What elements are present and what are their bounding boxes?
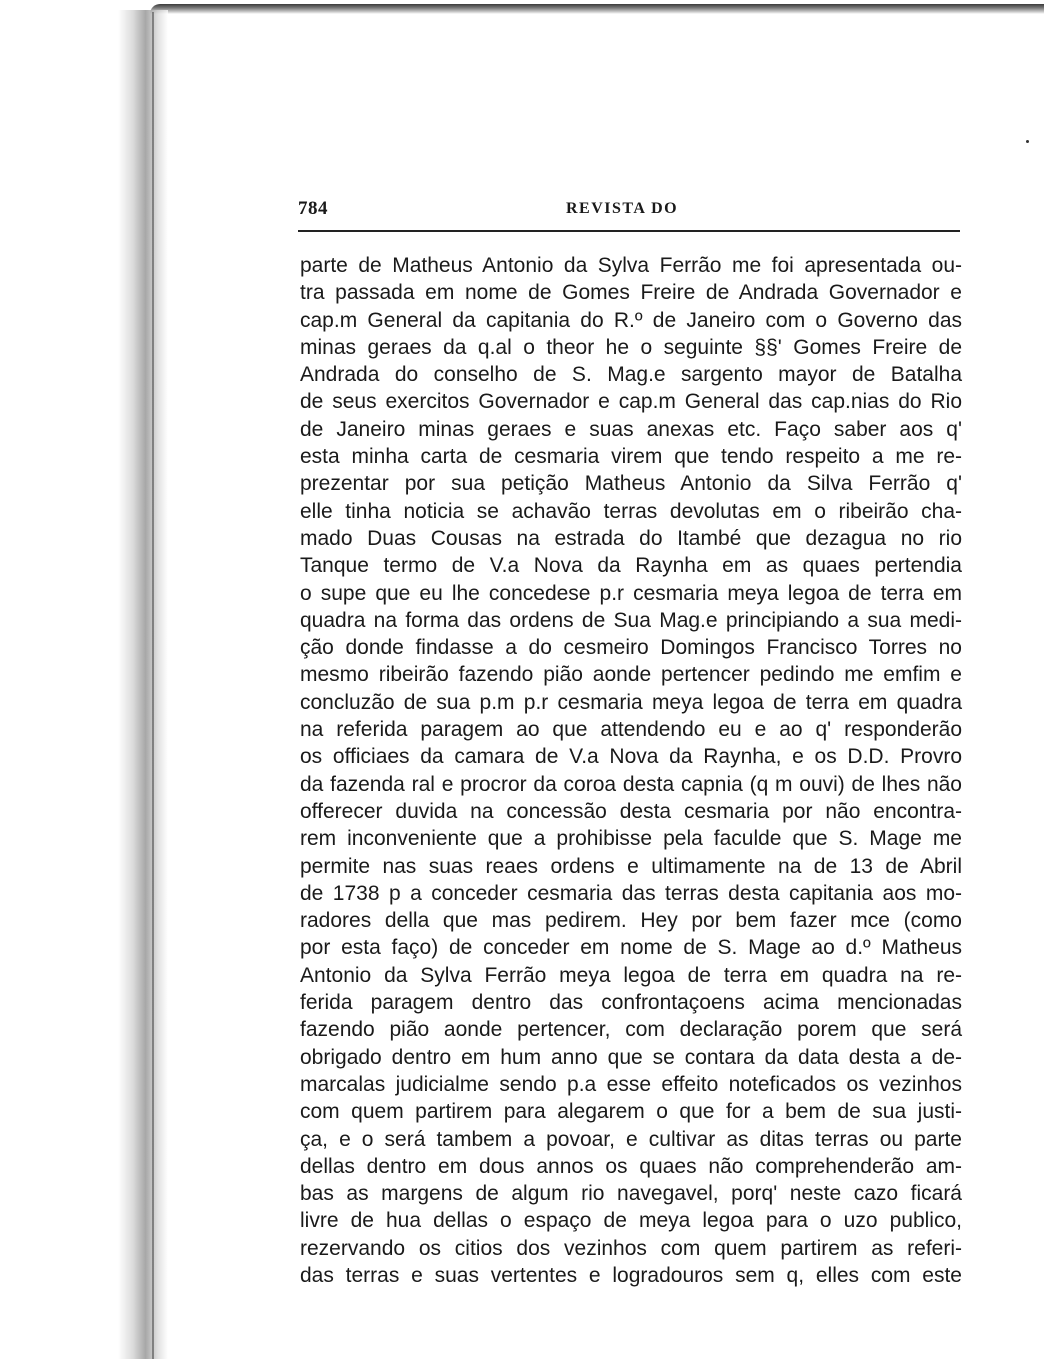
text-line: mesmo ribeirão fazendo pião aonde pertencer pedindo me emfim e	[300, 663, 962, 687]
text-line: radores della que mas pedirem. Hey por bem fazer mce (como	[300, 909, 962, 933]
text-line: tra passada em nome de Gomes Freire de Andrada Governador e	[300, 281, 962, 305]
text-line: ça, e o será tambem a povoar, e cultivar as ditas terras ou parte	[300, 1127, 962, 1151]
text-line: rem inconveniente que a prohibisse pela faculde que S. Mage me	[300, 827, 962, 851]
text-line: com quem partirem para alegarem o que for a bem de sua justi-	[300, 1100, 962, 1124]
text-line: bas as margens de algum rio navegavel, porq' neste cazo ficará	[300, 1182, 962, 1206]
text-line: marcalas judicialme sendo p.a esse effeito noteficados os vezinhos	[300, 1072, 962, 1096]
text-line: ção donde findasse a do cesmeiro Domingos Francisco Torres no	[300, 636, 962, 660]
text-line: esta minha carta de cesmaria virem que tendo respeito a me re-	[300, 445, 962, 469]
text-line: elle tinha noticia se achavão terras devolutas em o ribeirão cha-	[300, 499, 962, 523]
text-line: rezervando os citios dos vezinhos com quem partirem as referi-	[300, 1236, 962, 1260]
text-line: de seus exercitos Governador e cap.m General das cap.nias do Rio	[300, 390, 962, 414]
body-text	[300, 252, 962, 1289]
text-line: de 1738 p a conceder cesmaria das terras desta capitania aos mo-	[300, 881, 962, 905]
text-line: quadra na forma das ordens de Sua Mag.e principiando a sua medi-	[300, 608, 962, 632]
text-line: fazendo pião aonde pertencer, com declaração porem que será	[300, 1018, 962, 1042]
text-line: os officiaes da camara de V.a Nova da Raynha, e os D.D. Provro	[300, 745, 962, 769]
text-line: por esta faço) de conceder em nome de S. Mage ao d.º Matheus	[300, 936, 962, 960]
scan-left-edge	[118, 10, 168, 1359]
text-line: Andrada do conselho de S. Mag.e sargento mayor de Batalha	[300, 363, 962, 387]
text-line: ferida paragem dentro das confrontaçoens acima mencionadas	[300, 991, 962, 1015]
text-line: concluzão de sua p.m p.r cesmaria meya legoa de terra em quadra	[300, 690, 962, 714]
text-line: cap.m General da capitania do R.º de Janeiro com o Governo das	[300, 308, 962, 332]
header-rule	[298, 230, 960, 232]
text-line: parte de Matheus Antonio da Sylva Ferrão me foi apresentada ou-	[300, 254, 962, 277]
text-line: mado Duas Cousas na estrada do Itambé que dezagua no rio	[300, 526, 962, 550]
text-line: o supe que eu lhe concedese p.r cesmaria meya legoa de terra em	[300, 581, 962, 605]
scan-speck	[1026, 140, 1029, 143]
running-head: REVISTA DO	[566, 200, 679, 217]
text-line: de Janeiro minas geraes e suas anexas etc. Faço saber aos q'	[300, 417, 962, 441]
page-header	[298, 198, 960, 226]
text-line: da fazenda ral e procror da coroa desta capnia (q m ouvi) de lhes não	[300, 772, 962, 796]
text-line: permite nas suas reaes ordens e ultimamente na de 13 de Abril	[300, 854, 962, 878]
text-line: na referida paragem ao que attendendo eu e ao q' responderão	[300, 718, 962, 742]
text-line: prezentar por sua petição Matheus Antonio da Silva Ferrão q'	[300, 472, 962, 496]
text-line: livre de hua dellas o espaço de meya legoa para o uzo publico,	[300, 1209, 962, 1233]
text-line: Tanque termo de V.a Nova da Raynha em as quaes pertendia	[300, 554, 962, 578]
text-line: obrigado dentro em hum anno que se contara da data desta a de-	[300, 1045, 962, 1069]
page-number: 784	[298, 198, 328, 219]
scan-gutter-line	[152, 12, 154, 1359]
scan-top-edge	[150, 4, 1044, 14]
text-line: offerecer duvida na concessão desta cesmaria por não encontra-	[300, 799, 962, 823]
text-line: dellas dentro em dous annos os quaes não comprehenderão am-	[300, 1154, 962, 1178]
text-line: Antonio da Sylva Ferrão meya legoa de terra em quadra na re-	[300, 963, 962, 987]
text-line: minas geraes da q.al o theor he o seguinte §§' Gomes Freire de	[300, 335, 962, 359]
text-line: das terras e suas vertentes e logradouros sem q, elles com este	[300, 1263, 962, 1287]
